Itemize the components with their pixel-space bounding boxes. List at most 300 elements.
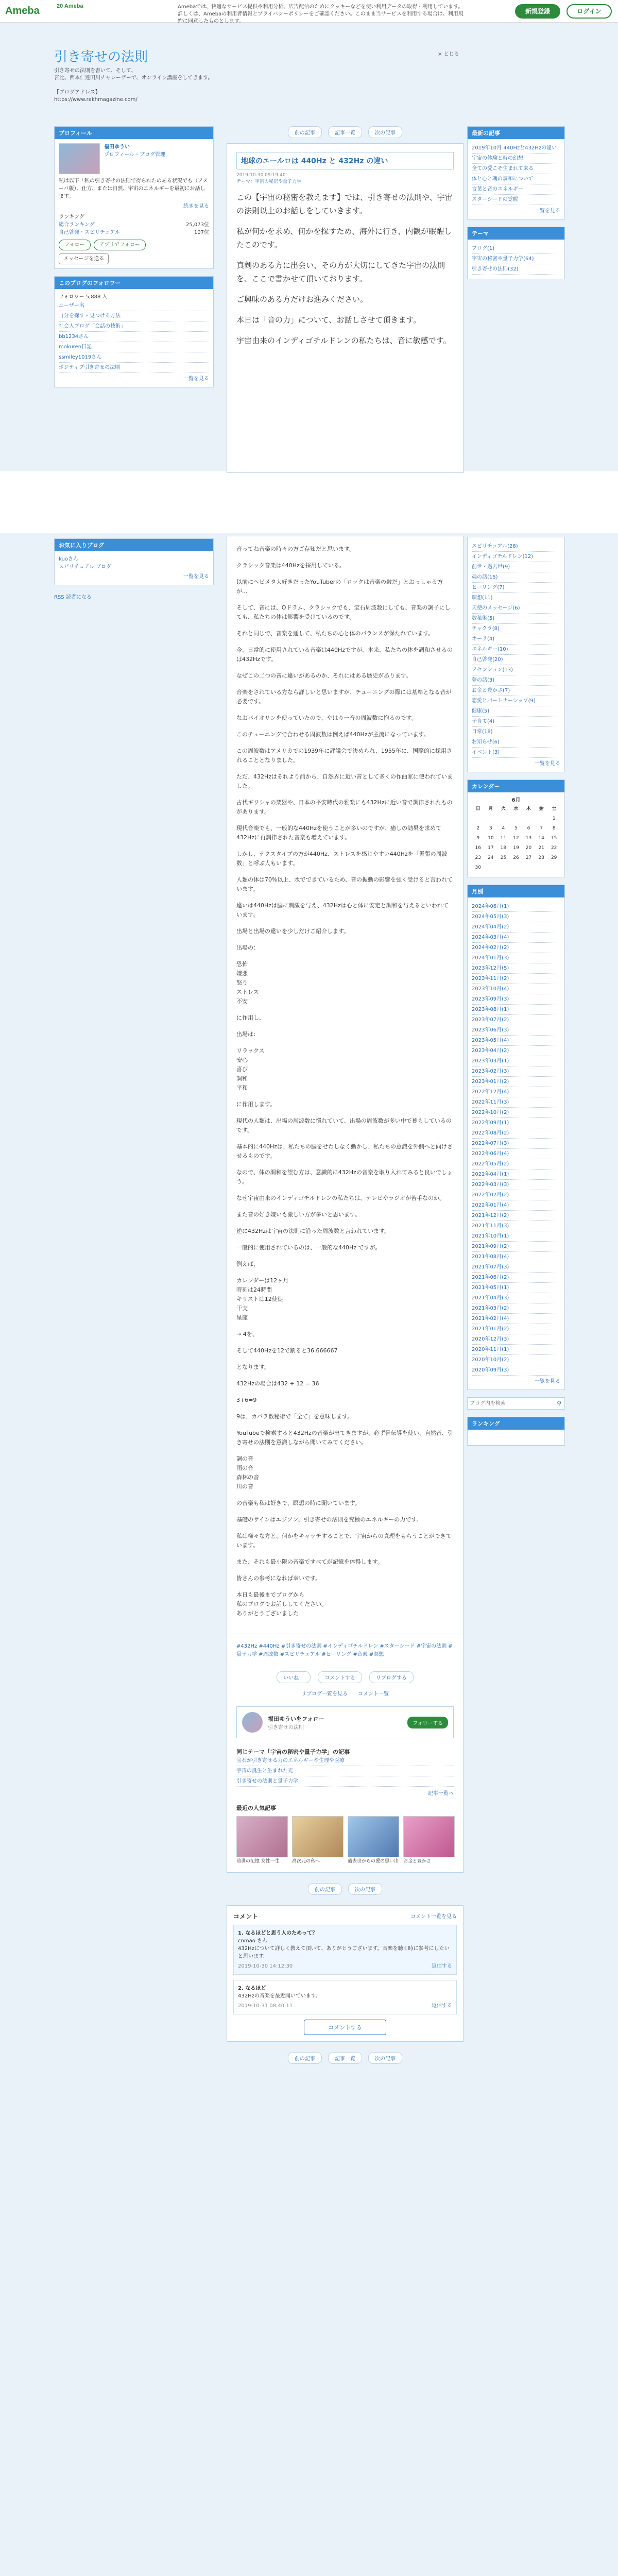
archive-item[interactable]: 2023年08月(1) [472,1005,560,1015]
cookie-notice: Amebaでは、快適なサービス提供や利用分析、広告配信のためにクッキーなどを使い利用データの取得・利用しています。詳しくは、Amebaの利用者情報とプライバシーポリシーをご確認ください。このまま当サービスを利用する場合は、利用規約に同意したものとします。 [178,4,464,24]
article-paragraph: 基礎のサインはエジソン、引き寄せの法則を究極のエネルギーの力です。 [236,1516,422,1523]
theme-item[interactable]: お金と豊かさ(7) [472,686,560,696]
app-follow-button[interactable]: アプリでフォロー [94,240,146,250]
article-paragraph: 出場は： [236,1031,259,1038]
list-item[interactable]: mokuren日記 [59,342,209,352]
calendar-day[interactable]: 22 [551,845,557,851]
recommend-item[interactable] [292,1816,344,1864]
archive-item[interactable]: 2022年03月(3) [472,1180,560,1190]
theme-item[interactable]: 前世・過去世(9) [472,562,560,572]
recommend-heading: 最近の人気記事 [236,1805,276,1811]
article-paragraph: このチューニングで合わせる周波数は例えば440Hzが主流になっています。 [236,731,430,738]
main-column-lower [227,536,464,2064]
follow-banner-sub: 引き寄せの法則 [268,1724,304,1731]
article-paragraph: に作用します。 [236,1101,276,1108]
calendar-day[interactable]: 6 [527,826,530,831]
list-item[interactable]: ssmiley1019さん [59,352,209,363]
article-paragraph: 皆さんの参考になれば幸いです。 [236,1575,321,1582]
reblog-button[interactable]: リブログする [369,1671,414,1683]
archive-item[interactable]: 2024年01月(3) [472,953,560,963]
ameba-20th-logo: 20 Ameba [57,3,83,9]
theme-item[interactable]: 引き寄せの法則(32) [472,264,560,275]
article-title[interactable]: 地球のエールロは 440Hz と 432Hz の違い [236,152,454,170]
article-paragraph: の音楽も私は好きで、瞑想の時に聞いています。 [236,1500,360,1506]
article-theme[interactable]: テーマ：宇宙の秘密や量子力学 [236,179,302,184]
article-paragraph: リラックス 安心 喜び 調和 平和 [236,1047,265,1091]
article-date: 2019-10-30 09:19:40 [236,173,286,178]
archive-item[interactable]: 2022年05月(2) [472,1159,560,1170]
article-paragraph: 9は、カバラ数秘術で「全て」を意味します。 [236,1413,353,1420]
theme-item[interactable]: ブログ(1) [472,244,560,254]
theme-item[interactable]: 数秘術(5) [472,614,560,624]
article-paragraph: 基本的に440Hzは、私たちの脳をせわしなく動かし、私たちの意識を外側へと向けさせるものです。 [236,1143,453,1159]
list-item[interactable]: bb1234さん [59,332,209,342]
archive-box [467,885,565,1390]
archive-item[interactable]: 2020年09月(3) [472,1365,560,1376]
article-paragraph: しかし、テクスタイプの方が440Hz、ストレスを感じやすい440Hzを「緊張の周波数」と呼ぶ人もいます。 [236,851,448,867]
list-item[interactable]: 宇宙の誕生と生まれた光 [236,1766,454,1776]
footer-article-nav [227,2052,464,2064]
article-paragraph: なぜ宇宙由来のインディゴチルドレンの私たちは、テレビやラジオが苦手なのか。 [236,1195,445,1201]
comment-date: 2019-10-30 14:12:30 [238,1963,293,1969]
calendar-day[interactable]: 4 [502,826,505,831]
followers-heading: このブログのフォロワー [55,277,213,289]
article-paragraph: 432Hzの場合は432 ÷ 12 = 36 [236,1380,319,1387]
blog-title[interactable]: 引き寄せの法則 [54,49,148,64]
comments-heading: コメント [233,1913,259,1920]
article-paragraph: それと同じで、音楽を通して、私たちの心と体のバランスが保たれています。 [236,630,434,637]
archive-item[interactable]: 2022年10月(2) [472,1108,560,1118]
hashtag-list[interactable]: #432Hz #440Hz #引き寄せの法則 #インディゴチルドレン #スターシード #宇宙の法則 #量子力学 #周波数 #スピリチュアル #ヒーリング #音楽 #瞑想 [236,1643,453,1657]
archive-item[interactable]: 2023年07月(2) [472,1015,560,1025]
article-paragraph: 人類の体は70%以上、水でできているため、音の振動の影響を強く受けると言われています。 [236,876,453,892]
comments-more-link[interactable]: コメント一覧を見る [410,1914,457,1920]
calendar-day[interactable]: 30 [475,865,481,870]
article-paragraph: に作用し、 [236,1014,265,1021]
calendar-day[interactable]: 21 [538,845,544,851]
article-paragraph: 古代ギリシャの楽器や、日本の平安時代の雅楽にも432Hzに近い音で調律されたものがあります。 [236,799,453,815]
reply-button[interactable]: 返信する [432,2003,452,2009]
list-item[interactable]: 言葉と音のエネルギー [472,184,560,195]
article-paragraph: 違いは440Hzは脳に刺激を与え、432Hzは心と体に安定と調和を与えるといわれています。 [236,902,449,918]
comment-list-link[interactable]: コメント一覧 [358,1691,389,1697]
profile-heading: プロフィール [55,127,213,139]
right-column-lower [467,537,565,1453]
archive-item[interactable]: 2020年10月(2) [472,1355,560,1365]
calendar-table [472,804,560,873]
article-paragraph: 私が何かを求め、何かを探すため、海外に行き、内観が眠醒したこのです。 [236,227,452,249]
archive-item[interactable]: 2021年03月(2) [472,1303,560,1314]
archive-item[interactable]: 2021年10月(1) [472,1231,560,1242]
theme-item[interactable]: インディゴチルドレン(12) [472,552,560,562]
calendar-day[interactable]: 25 [500,855,507,860]
calendar-day [522,814,535,824]
list-item[interactable]: 引き寄せの法則と量子力学 [236,1776,454,1787]
archive-item[interactable]: 2021年01月(2) [472,1324,560,1334]
archive-item[interactable]: 2023年09月(3) [472,994,560,1005]
archive-item[interactable]: 2023年03月(1) [472,1056,560,1066]
calendar-day [485,814,497,824]
calendar-day [510,863,523,873]
archive-item[interactable]: 2020年11月(1) [472,1345,560,1355]
article-list-button[interactable]: 記事一覧 [328,126,362,138]
profile-sub[interactable]: プロフィール・ブログ管理 [104,152,165,158]
archive-item[interactable]: 2024年02月(2) [472,943,560,953]
latest-articles-box [467,126,565,219]
search-icon[interactable]: ⚲ [557,1400,561,1407]
article-paragraph: また音の好き嫌いも激しい方が多いと思います。 [236,1211,361,1218]
followers-more-link[interactable]: 一覧を見る [183,376,209,382]
calendar-box [467,779,565,877]
comment-item [233,1980,457,2014]
calendar-day [497,814,510,824]
calendar-day[interactable]: 12 [513,836,519,841]
blog-search [467,1397,565,1410]
calendar-day[interactable]: 8 [552,826,556,831]
archive-item[interactable]: 2021年06月(2) [472,1273,560,1283]
main-column [227,126,464,473]
article-paragraph: そして440Hzを12で割ると36.666667 [236,1347,338,1354]
article-paragraph: 例えば、 [236,1261,259,1267]
rank-total-label[interactable]: 総合ランキング [59,222,95,228]
calendar-day [547,863,560,873]
recommend-item[interactable] [236,1816,288,1864]
calendar-weekday: 木 [526,806,531,811]
calendar-weekday: 水 [513,806,519,811]
article-paragraph: となります。 [236,1364,270,1370]
article-paragraph: なので、体の調和を望む方は、意識的に432Hzの音楽を取り入れてみると良いでしょう。 [236,1169,453,1185]
ranking-label: ランキング [59,214,84,220]
article-meta [236,173,454,184]
comment-title: 1. なるほどと思う人のためって？ [238,1930,318,1936]
calendar-heading: カレンダー [468,780,564,792]
calendar-day[interactable]: 14 [538,836,544,841]
favorite-more-link[interactable]: 一覧を見る [183,574,209,580]
theme-item[interactable]: 魂の話(15) [472,572,560,583]
article-continued [227,536,464,1634]
list-item[interactable]: 全ての愛こそ生まれて来る [472,164,560,174]
theme-item[interactable]: 瞑想(11) [472,593,560,603]
list-item[interactable]: 宇宙の体験と時の幻想 [472,154,560,164]
list-item[interactable]: 自分を探す・見つける方法 [59,311,209,321]
theme-item[interactable]: 子育て(4) [472,717,560,727]
search-input[interactable] [468,1398,554,1409]
follow-banner-title: 福田ゆういをフォロー [268,1715,324,1722]
recommend-caption: 高次元の私へ [292,1859,320,1864]
article-paragraph: 以前にヘビメタ大好きだったYouTuberの「ロックは音楽の敵だ」とおっしゃる方が... [236,579,443,595]
calendar-weekday: 月 [488,806,493,811]
calendar-day[interactable]: 3 [489,826,492,831]
theme-item[interactable]: 日常(18) [472,727,560,737]
theme-item[interactable]: スピリチュアル(28) [472,541,560,552]
article-paragraph: 本日も最後までブログから 私のブログでお話ししてください。 ありがとうございました [236,1591,327,1617]
top-article-nav [227,126,464,138]
calendar-day [510,814,523,824]
calendar-day[interactable]: 9 [476,836,480,841]
comment-item [233,1925,457,1975]
theme-box [467,227,565,279]
calendar-day[interactable]: 13 [525,836,532,841]
theme-item[interactable]: アセンション(13) [472,665,560,675]
archive-item[interactable]: 2022年02月(2) [472,1190,560,1200]
archive-item[interactable]: 2022年12月(4) [472,1087,560,1097]
recommend-item[interactable] [348,1816,399,1864]
archive-item[interactable]: 2023年04月(2) [472,1046,560,1056]
article-paragraph: 音楽をされている方なら詳しいと思いますが、チューニングの際には基準となる音が必要です。 [236,689,452,705]
notice-close-button[interactable]: × とじる [438,52,459,57]
favorite-user[interactable]: kuoさん [59,556,78,562]
followers-box [54,276,214,387]
article-paragraph: ご興味のある方だけお進みください。 [236,295,368,304]
article-paragraph: 宇宙由来のインディゴチルドレンの私たちは、音に敏感です。 [236,336,451,345]
like-button[interactable]: いいね！ [277,1671,311,1683]
article-paragraph: → 4を、 [236,1331,258,1337]
theme-item[interactable]: ヒーリング(7) [472,583,560,593]
archive-item[interactable]: 2023年11月(2) [472,974,560,984]
ameba-logo[interactable]: Ameba [5,5,40,16]
calendar-day[interactable]: 27 [525,855,532,860]
article-paragraph: 恐怖 嫌悪 怒り ストレス 不安 [236,961,259,1005]
archive-item[interactable]: 2021年02月(4) [472,1314,560,1324]
calendar-day [472,814,485,824]
list-item[interactable]: ユーザー名 [59,301,209,311]
same-theme-more[interactable]: 記事一覧へ [428,1791,454,1797]
left-column-lower [54,538,214,600]
recommend-caption: 過去世からの愛の思い出 [348,1859,399,1864]
archive-item[interactable]: 2021年07月(3) [472,1262,560,1273]
calendar-day[interactable]: 18 [500,845,507,851]
article-paragraph: この周波数はアメリカでの1939年に評議会で決められ、1955年に、国際的に採用されることとなりました。 [236,748,452,764]
article-paragraph: 現代音楽でも、一般的な440Hzを使うことが多いのですが、癒しの効果を求めて432Hzに再調律された音楽も増えています。 [236,825,442,841]
follower-list [59,301,209,373]
calendar-month: 6月 [511,798,521,803]
theme-item[interactable]: 宇宙の秘密や量子力学(64) [472,254,560,264]
theme-item[interactable]: エネルギー(10) [472,645,560,655]
comment-button[interactable]: コメントする [318,1671,362,1683]
right-column [467,126,565,286]
calendar-day[interactable]: 15 [551,836,557,841]
favorite-heading: お気に入りブログ [55,539,213,551]
archive-item[interactable]: 2023年10月(4) [472,984,560,994]
theme-list [472,541,560,758]
calendar-day[interactable]: 28 [538,855,544,860]
article-paragraph: 3+6=9 [236,1397,257,1403]
prev-article-button[interactable]: 前の記事 [288,2052,322,2064]
calendar-weekday: 火 [501,806,506,811]
list-item[interactable]: 宝石が引き寄せる力のエネルギーや生理や医療 [236,1756,454,1766]
archive-item[interactable]: 2022年07月(3) [472,1139,560,1149]
theme-heading: テーマ [468,227,564,240]
prev-article-button[interactable]: 前の記事 [308,1883,342,1895]
archive-item[interactable]: 2022年01月(4) [472,1200,560,1211]
calendar-day[interactable]: 26 [513,855,519,860]
archive-item[interactable]: 2021年09月(2) [472,1242,560,1252]
theme-list [472,244,560,275]
calendar-day [485,863,497,873]
next-article-button[interactable]: 次の記事 [348,1883,382,1895]
theme-item[interactable]: 恋愛とパートナーシップ(9) [472,696,560,706]
avatar[interactable] [59,143,100,174]
article-paragraph: YouTubeで検索すると432Hzの音楽が出てきますが、必ず骨伝導を使い、自然音、引き寄せの法則を意識しながら聞いてみてください。 [236,1430,453,1446]
theme-item[interactable]: お知らせ(6) [472,737,560,748]
register-button[interactable]: 新規登録 [515,4,560,19]
article-paragraph: ただ、432Hzはそれより前から、自然界に近い音として多くの作曲家に使われていました。 [236,773,453,789]
profile-more-link[interactable]: 続きを見る [183,204,209,209]
archive-list [472,902,560,1376]
calendar-day [522,863,535,873]
next-article-button[interactable]: 次の記事 [368,126,402,138]
article-paragraph: そして、音には、Oドラム、クラシックでも、宝石周波数にしても、音楽の調子にしても、私たちの体は影響を受けているのです。 [236,604,451,620]
profile-box [54,126,214,269]
calendar-day [497,863,510,873]
latest-heading: 最新の記事 [468,127,564,139]
theme-item[interactable]: イベント(3) [472,748,560,758]
article-paragraph: 調の音 雨の音 森林の音 川の音 [236,1455,259,1490]
calendar-day[interactable]: 19 [513,845,519,851]
favorite-sub[interactable]: スピリチュアル ブログ [59,564,112,570]
article-body [227,143,464,473]
latest-more-link[interactable]: 一覧を見る [535,208,560,214]
calendar-day[interactable]: 7 [540,826,543,831]
ranking-heading: ランキング [468,1417,564,1430]
next-article-button[interactable]: 次の記事 [368,2052,402,2064]
archive-item[interactable]: 2020年12月(3) [472,1334,560,1345]
archive-item[interactable]: 2024年05月(3) [472,912,560,922]
archive-item[interactable]: 2022年11月(3) [472,1097,560,1108]
article-paragraph: なぜこの二つの音に違いがあるのか、それにはある歴史があります。 [236,672,412,679]
ranking-box [467,1417,565,1446]
theme-item[interactable]: オーラ(4) [472,634,560,645]
follower-count: フォロワー 5,888 人 [59,294,108,300]
comment-title: 2. なるほど [238,1986,266,1991]
list-item[interactable]: 体と心と魂の調和について [472,174,560,184]
calendar-weekday: 土 [552,806,557,811]
reply-button[interactable]: 返信する [432,1963,452,1969]
archive-item[interactable]: 2023年12月(5) [472,963,560,974]
follow-button[interactable]: フォロー [59,240,91,250]
archive-more-link[interactable]: 一覧を見る [535,1379,560,1384]
archive-item[interactable]: 2022年09月(1) [472,1118,560,1128]
article-paragraph: この【宇宙の秘密を教えます】では、引き寄せの法則や、宇宙の法則以上のお話しをしていきます。 [236,193,453,215]
rank-total-value: 25,073位 [186,222,209,228]
article-paragraph: 真剣のある方に出会い、その方が大切にしてきた宇宙の法則を、ここで書かせて頂いております。 [236,261,445,283]
favorite-blogs-box [54,538,214,585]
archive-item[interactable]: 2021年04月(3) [472,1293,560,1303]
archive-item[interactable]: 2024年06月(1) [472,902,560,912]
theme-item[interactable]: チャクラ(8) [472,624,560,634]
article-paragraph: カレンダーは12ヶ月 時刻は24時間 キリストは12使徒 干支 星座 [236,1277,289,1321]
comment-date: 2019-10-31 08:40:11 [238,2003,293,2009]
calendar-day[interactable]: 24 [488,855,494,860]
bottom-article-nav [227,1883,464,1895]
prev-article-button[interactable]: 前の記事 [288,126,322,138]
article-paragraph: また、それも最小限の音楽ですべてが記憶を体得します。 [236,1558,383,1565]
calendar-weekday: 金 [539,806,544,811]
calendar-day[interactable]: 23 [475,855,481,860]
site-header [0,0,618,23]
article-paragraph: 今、日常的に使用されている音楽は440Hzですが、本来、私たちの体を調和させるのは432Hzです。 [236,647,453,663]
archive-item[interactable]: 2021年08月(4) [472,1252,560,1262]
blog-header [54,46,497,104]
login-button[interactable]: ログイン [566,4,612,19]
archive-item[interactable]: 2022年04月(1) [472,1170,560,1180]
archive-item[interactable]: 2022年06月(4) [472,1149,560,1159]
calendar-day[interactable]: 5 [514,826,518,831]
recommend-thumbnails [236,1816,454,1864]
avatar [242,1712,263,1733]
archive-item[interactable]: 2024年03月(4) [472,933,560,943]
article-footer [227,1634,464,1873]
theme-item[interactable]: 夢の話(3) [472,675,560,686]
calendar-day[interactable]: 16 [475,845,481,851]
theme-item[interactable]: 健康(5) [472,706,560,717]
rank-genre-value: 107位 [194,230,209,235]
rank-genre-label[interactable]: 自己啓発・スピリチュアル [59,230,121,235]
archive-item[interactable]: 2021年05月(1) [472,1283,560,1293]
theme-more-link[interactable]: 一覧を見る [535,761,560,767]
archive-item[interactable]: 2023年01月(2) [472,1077,560,1087]
archive-item[interactable]: 2023年02月(3) [472,1066,560,1077]
blog-description: 引き寄せの法則を書いて、そして、 宮比、西本仁達田川チャレーザーで、オンライン講座をしてきます。 【ブログアドレス】 https://www.rakhmagazine.com/ [54,68,213,103]
archive-item[interactable]: 2023年06月(3) [472,1025,560,1036]
archive-item[interactable]: 2021年11月(3) [472,1221,560,1231]
archive-item[interactable]: 2024年04月(2) [472,922,560,933]
rss-link[interactable]: RSS 読者になる [54,595,92,600]
archive-item[interactable]: 2022年08月(2) [472,1128,560,1139]
theme-item[interactable]: 天使のメッセージ(6) [472,603,560,614]
message-button[interactable]: メッセージを送る [59,253,109,264]
ad-gap [0,471,618,533]
follow-banner[interactable] [236,1706,454,1738]
article-paragraph: 私は様々な方と、何かをキャッチすることで、宇宙からの真理をもらうことができています。 [236,1533,452,1549]
calendar-weekday: 日 [475,806,480,811]
recommend-caption: お金と豊かさ [403,1859,432,1864]
calendar-day [535,814,548,824]
calendar-day[interactable]: 29 [551,855,557,860]
list-item[interactable]: 2019年10月 440Hzと432Hzの違い [472,143,560,154]
article-paragraph: 音ってね音楽の時々の方ご存知だと思います。 [236,546,355,552]
list-item[interactable]: 社会人ブログ「会話の技術」 [59,321,209,332]
article-paragraph: 出場と出場の違いを少しだけご紹介します。 [236,928,350,935]
article-paragraph: なおパイオリンを使っていたので、やはり一音の周波数に拘るのです。 [236,715,417,721]
archive-item[interactable]: 2021年12月(2) [472,1211,560,1221]
calendar-day[interactable]: 10 [488,836,494,841]
write-comment-button[interactable]: コメントする [304,2020,386,2035]
list-item[interactable]: ポジティブ引き寄せの法則 [59,363,209,373]
same-theme-list [236,1756,454,1787]
calendar-day[interactable]: 20 [525,845,532,851]
calendar-day[interactable]: 1 [552,816,556,821]
profile-text: 私は以下「私の引き寄せの法則で得られたのある状況でも（アメーバ版）、仕方、または自然、宇宙のエネルギーを最初にお話します。 [59,178,208,199]
comment-text: 432Hzの音楽を最近聞いています。 [238,1993,321,1999]
same-theme-heading: 同じテーマ「宇宙の秘密や量子力学」の記事 [236,1749,350,1755]
article-paragraph: 出場の： [236,944,259,951]
profile-name[interactable]: 福田ゆうい [104,144,130,150]
article-list-button[interactable]: 記事一覧 [328,2052,362,2064]
reblog-list-link[interactable]: リブログ一覧を見る [301,1691,348,1697]
theme-box-continued [467,537,565,772]
recommend-caption: 前世の記憶 女性一生 [236,1859,280,1864]
archive-item[interactable]: 2023年05月(4) [472,1036,560,1046]
calendar-day[interactable]: 2 [476,826,480,831]
calendar-day[interactable]: 17 [488,845,494,851]
follow-banner-button[interactable]: フォローする [407,1717,448,1728]
recommend-item[interactable] [403,1816,455,1864]
theme-item[interactable]: 自己啓発(20) [472,655,560,665]
article-paragraph: クラシック音楽は440Hzを採用している。 [236,562,345,569]
list-item[interactable]: スターシードの覚醒 [472,195,560,205]
calendar-day[interactable]: 11 [500,836,507,841]
